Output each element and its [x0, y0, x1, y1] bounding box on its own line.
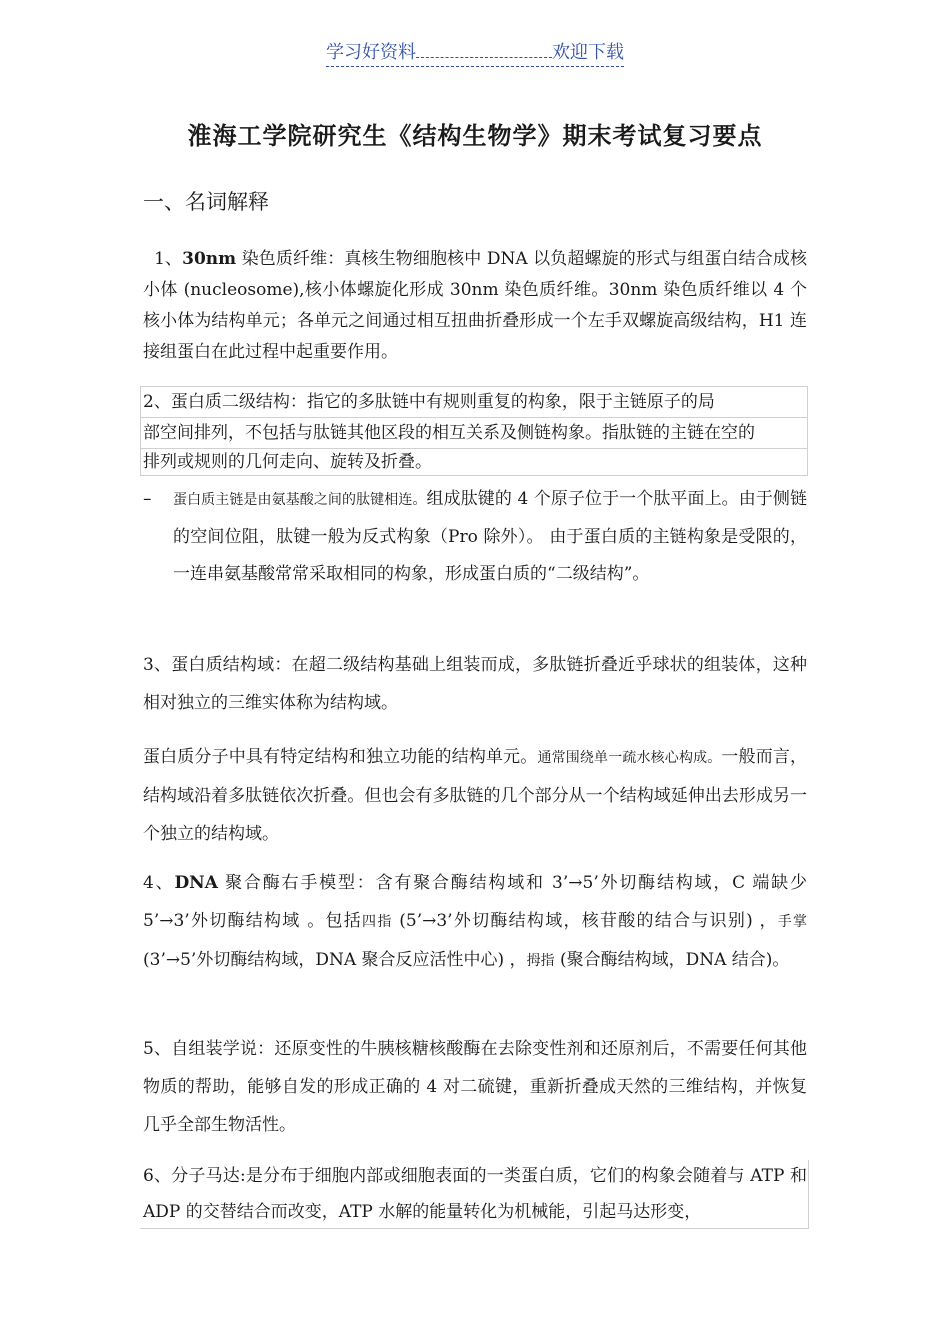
item-1-term: 30nm — [182, 249, 237, 269]
bullet-text — [173, 481, 807, 593]
item-4-text-4: (聚合酶结构域，DNA 结合)。 — [554, 950, 790, 970]
item-1-number: 1、 — [154, 249, 183, 269]
item-4-text-2: (5’→3’外切酶结构域，核苷酸的结合与识别) ， — [392, 911, 778, 931]
item-3-paragraph: 3、蛋白质结构域：在超二级结构基础上组装而成，多肽链折叠近乎球状的组装体，这种相对独立的三维实体称为结构域。 — [143, 655, 807, 713]
item-2-line-1: 2、蛋白质二级结构：指它的多肽链中有规则重复的构象，限于主链原子的局 — [140, 386, 808, 418]
item-3b-text-2: 一般而言，结构域沿着多肽链依次折叠。但也会有多肽链的几个部分从一个结构域延伸出去形成另一个独立的结构域。 — [143, 747, 808, 844]
bullet-small-text: 蛋白质主链是由氨基酸之间的肽键相连。 — [173, 492, 427, 508]
bullet-mark: – — [143, 489, 152, 509]
header-left: 学习好资料 — [326, 42, 416, 63]
header-line — [326, 38, 624, 67]
item-4-small-3: 拇指 — [526, 953, 555, 969]
item-4-term: DNA — [174, 873, 218, 893]
item-3b-small: 通常围绕单一疏水核心构成。 — [537, 750, 722, 766]
item-4-small-2: 手掌 — [777, 914, 808, 930]
section-heading: 一、名词解释 — [143, 190, 269, 214]
header-right: 欢迎下载 — [552, 42, 624, 63]
item-5-paragraph: 5、自组装学说：还原变性的牛胰核糖核酸酶在去除变性剂和还原剂后，不需要任何其他物质的帮助，能够自发的形成正确的 4 对二硫键，重新折叠成天然的三维结构，并恢复几乎全部生物活性。 — [143, 1039, 807, 1135]
header-spacer — [416, 57, 552, 58]
item-3b-text-1: 蛋白质分子中具有特定结构和独立功能的结构单元。 — [143, 747, 538, 767]
item-4-paragraph — [143, 864, 807, 980]
item-4-text-1: 聚合酶右手模型：含有聚合酶结构域和 3’→5’外切酶结构域，C 端缺少 5’→3’外切酶结构域 。包括 — [143, 873, 807, 931]
item-1-text: 染色质纤维：真核生物细胞核中 DNA 以负超螺旋的形式与组蛋白结合成核小体 (nucleosome),核小体螺旋化形成 30nm 染色质纤维。30nm 染色质纤维以 4 个核小体为结构单元；各单元之间通过相互扭曲折叠形成一个左手双螺旋高级结构，H1 连接组蛋白在此过程中起重要作用。 — [143, 249, 807, 362]
bullet-paragraph — [143, 481, 807, 593]
item-6-paragraph: 6、分子马达:是分布于细胞内部或细胞表面的一类蛋白质，它们的构象会随着与 ATP 和 ADP 的交替结合而改变，ATP 水解的能量转化为机械能，引起马达形变， — [143, 1166, 807, 1222]
item-2-box — [140, 386, 808, 476]
item-4-text-3: (3’→5’外切酶结构域，DNA 聚合反应活性中心) ， — [143, 950, 527, 970]
item-4-small-1: 四指 — [362, 914, 393, 930]
item-2-line-2: 部空间排列，不包括与肽链其他区段的相互关系及侧链构象。指肽链的主链在空的 — [140, 418, 808, 449]
item-4-number: 4、 — [143, 873, 175, 893]
item-2-line-3: 排列或规则的几何走向、旋转及折叠。 — [140, 449, 808, 476]
page-title: 淮海工学院研究生《结构生物学》期末考试复习要点 — [187, 122, 763, 150]
page-header — [0, 38, 950, 67]
bullet-main-text: 组成肽键的 4 个原子位于一个肽平面上。由于侧链的空间位阻，肽键一般为反式构象（Pro 除外）。 由于蛋白质的主链构象是受限的，一连串氨基酸常常采取相同的构象，形成蛋白质的“二级结构”。 — [173, 489, 808, 584]
item-1-paragraph — [143, 244, 807, 368]
item-3b-paragraph — [143, 738, 807, 853]
